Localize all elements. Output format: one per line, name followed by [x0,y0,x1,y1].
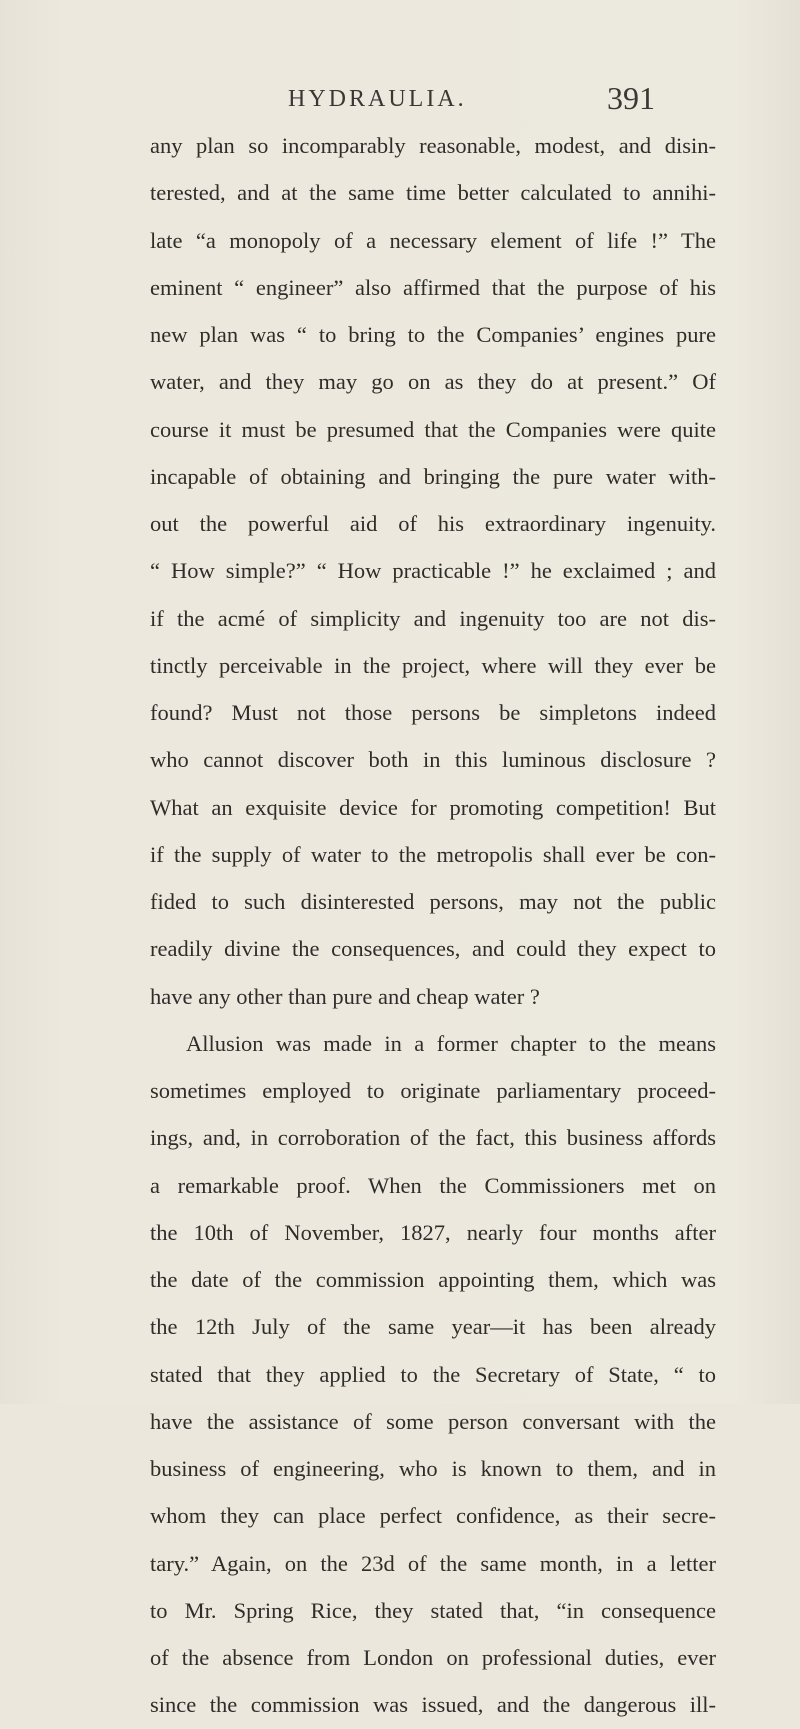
text-line: incapable of obtaining and bringing the pure water with- [150,463,716,489]
text-line: What an exquisite device for promoting competition! But [150,794,716,820]
text-line: have the assistance of some person conversant with the [150,1408,716,1434]
text-line: new plan was “ to bring to the Companies’ engines pure [150,322,716,347]
text-line: the 12th July of the same year—it has been already [150,1314,716,1340]
text-line: readily divine the consequences, and could they expect to [150,936,716,962]
text-line: if the supply of water to the metropolis shall ever be con- [150,841,716,867]
text-line: stated that they applied to the Secretary of State, “ to [150,1361,716,1387]
text-line: a remarkable proof. When the Commissioners met on [150,1172,716,1198]
text-line: sometimes employed to originate parliamentary proceed- [150,1078,716,1103]
text-line: late “a monopoly of a necessary element of life !” The [150,227,716,253]
text-line: tary.” Again, on the 23d of the same month, in a letter [150,1550,716,1576]
paragraph-start-line: Allusion was made in a former chapter to the means [186,1030,716,1056]
text-line: if the acmé of simplicity and ingenuity too are not dis- [150,605,716,631]
text-line: the 10th of November, 1827, nearly four months after [150,1219,716,1245]
body-text [150,122,716,1729]
running-head [0,80,800,120]
page-number: 391 [607,80,655,116]
text-line: “ How simple?” “ How practicable !” he exclaimed ; and [150,558,716,584]
text-line: who cannot discover both in this luminous disclosure ? [150,747,716,773]
text-line: to Mr. Spring Rice, they stated that, “in consequence [150,1597,716,1623]
text-line: terested, and at the same time better calculated to annihi- [150,180,716,206]
paragraph-end-line: have any other than pure and cheap water ? [150,983,540,1009]
text-line: course it must be presumed that the Companies were quite [150,416,716,442]
text-line: tinctly perceivable in the project, where will they ever be [150,652,716,678]
running-title: HYDRAULIA. [288,86,467,112]
text-line: water, and they may go on as they do at present.” Of [150,369,716,395]
text-line: ings, and, in corroboration of the fact, this business affords [150,1125,716,1151]
text-line: any plan so incomparably reasonable, modest, and disin- [150,133,716,158]
text-line: out the powerful aid of his extraordinary ingenuity. [150,511,716,536]
text-line: found? Must not those persons be simpletons indeed [150,700,716,725]
text-line: business of engineering, who is known to them, and in [150,1456,716,1481]
text-line: of the absence from London on professional duties, ever [150,1645,716,1670]
text-line: fided to such disinterested persons, may not the public [150,889,716,914]
text-line: whom they can place perfect confidence, as their secre- [150,1503,716,1529]
text-line: eminent “ engineer” also affirmed that the purpose of his [150,274,716,300]
text-line: since the commission was issued, and the dangerous ill- [150,1692,716,1718]
text-line: the date of the commission appointing them, which was [150,1267,716,1292]
